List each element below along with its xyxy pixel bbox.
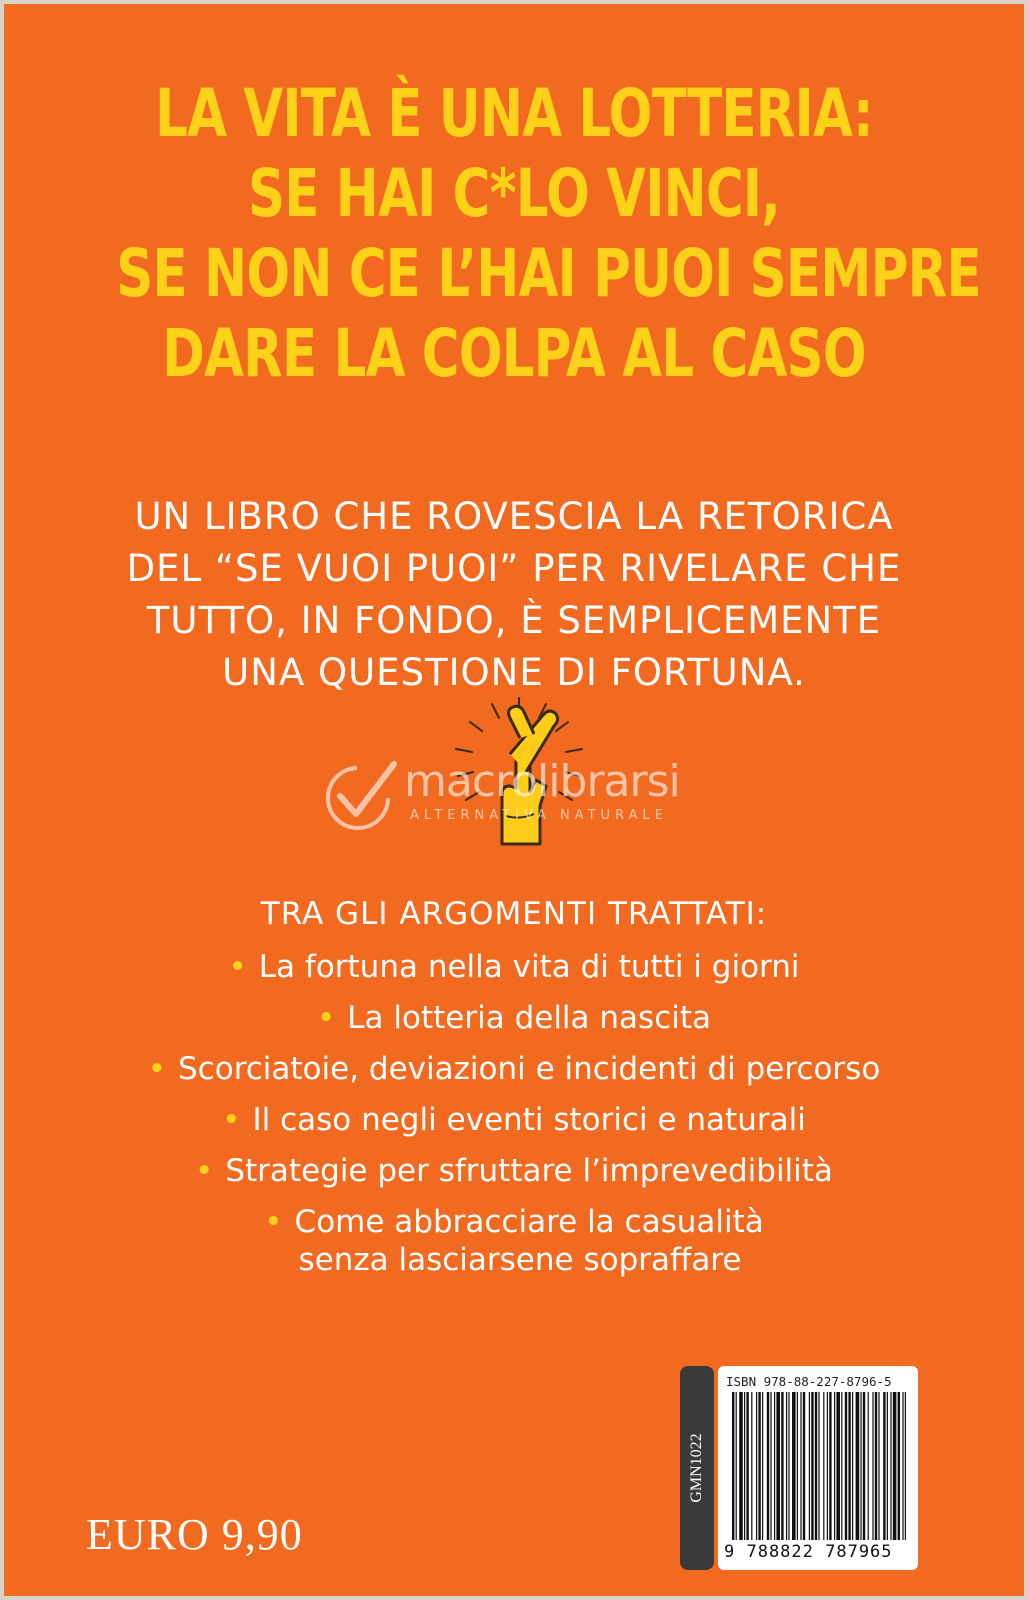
headline-line: DARE LA COLPA AL CASO — [162, 315, 866, 392]
watermark — [322, 756, 722, 836]
blurb — [4, 491, 1024, 699]
headline-line: SE NON CE L’HAI PUOI SEMPRE — [116, 235, 981, 312]
barcode-panel — [718, 1366, 918, 1570]
list-item — [4, 1095, 1024, 1146]
bullet-icon: • — [228, 949, 247, 985]
bullet-icon: • — [222, 1102, 241, 1138]
blurb-line: UN LIBRO CHE ROVESCIA LA RETORICA — [134, 495, 894, 538]
list-item-text: Strategie per sfruttare l’imprevedibilità — [225, 1153, 833, 1189]
blurb-line: DEL “SE VUOI PUOI” PER RIVELARE CHE — [126, 547, 902, 590]
bullet-icon: • — [195, 1153, 214, 1189]
bullet-icon: • — [264, 1204, 283, 1240]
product-code-tab — [680, 1366, 714, 1570]
product-code: GMN1022 — [688, 1433, 705, 1503]
bullet-icon: • — [316, 1000, 336, 1036]
headline — [4, 74, 1024, 394]
blurb-line: TUTTO, IN FONDO, È SEMPLICEMENTE — [146, 599, 882, 642]
barcode-digits: 9 788822 787965 — [724, 1542, 893, 1562]
bullet-icon: • — [147, 1051, 166, 1087]
checkmark-logo-icon — [322, 756, 402, 836]
list-item — [4, 1146, 1024, 1197]
price-label: EURO 9,90 — [86, 1510, 303, 1559]
list-item-text: Come abbracciare la casualità — [294, 1204, 764, 1240]
list-item-text: La fortuna nella vita di tutti i giorni — [258, 949, 800, 985]
headline-line: SE HAI C*LO VINCI, — [247, 155, 781, 232]
isbn-label: ISBN 978-88-227-8796-5 — [726, 1374, 892, 1389]
headline-line: LA VITA È UNA LOTTERIA: — [155, 75, 873, 152]
list-item — [4, 942, 1024, 993]
blurb-line: UNA QUESTIONE DI FORTUNA. — [222, 651, 806, 694]
barcode-icon — [732, 1392, 908, 1540]
topics-list — [4, 892, 1024, 1280]
list-item — [4, 993, 1024, 1044]
topics-title: TRA GLI ARGOMENTI TRATTATI: — [260, 896, 768, 932]
list-item-text: La lotteria della nascita — [347, 1000, 712, 1036]
list-item-continuation: senza lasciarsene sopraffare — [298, 1242, 742, 1278]
list-item — [4, 1044, 1024, 1095]
list-item-text: Il caso negli eventi storici e naturali — [252, 1102, 806, 1138]
watermark-brand: macrolibrarsi — [404, 756, 680, 807]
list-item-text: Scorciatoie, deviazioni e incidenti di percorso — [178, 1051, 881, 1087]
watermark-tagline: ALTERNATIVA NATURALE — [410, 808, 668, 823]
